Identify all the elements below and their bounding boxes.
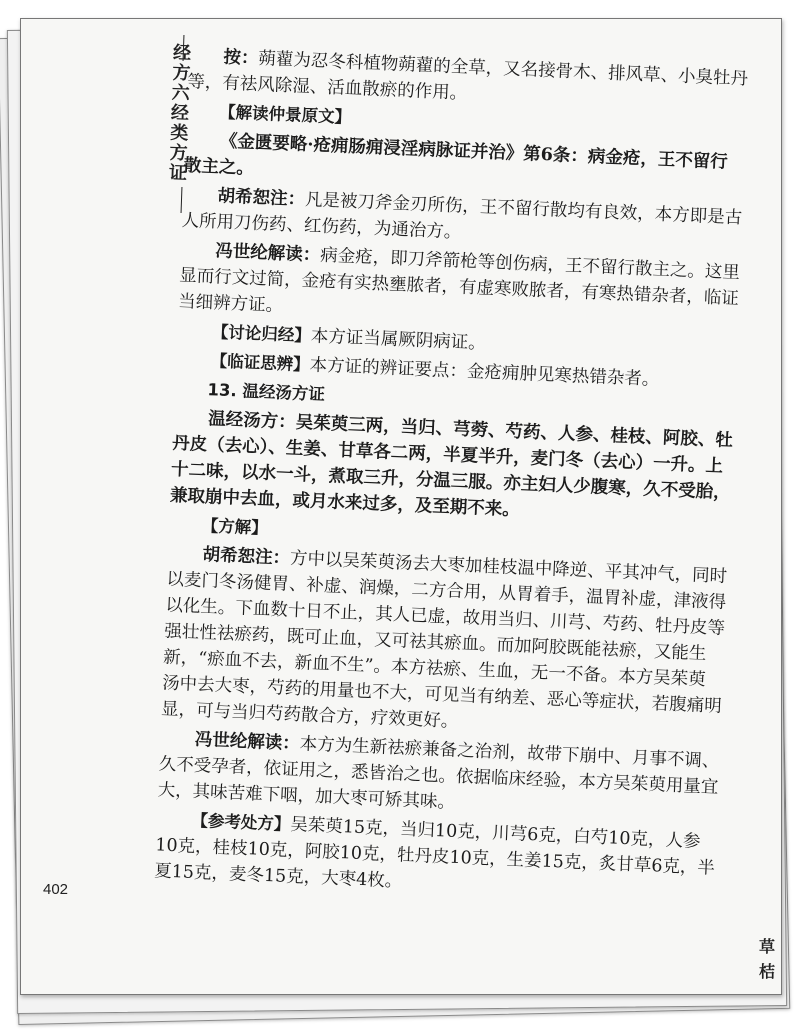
feng-text-2: 本方为生新祛瘀兼备之治剂，故带下崩中、月事不调、久不受孕者，依证用之，悉皆治之也。依据临床经验，本方吴茱萸用量宜大，其味苦难下咽，加大枣可矫其味。 xyxy=(157,734,720,813)
note-lead: 按： xyxy=(223,47,259,69)
section-formula-explanation: 【方解】 xyxy=(201,515,269,538)
meridian-lead: 【讨论归经】 xyxy=(211,322,312,346)
prescription-lead: 【参考处方】 xyxy=(191,810,291,834)
page-number: 402 xyxy=(43,881,69,898)
spine-title: 经方六经类方证 xyxy=(165,42,192,184)
edge-char-2: 桔 xyxy=(758,962,775,981)
note-text: 蒴藋为忍冬科植物蒴藋的全草，又名接骨木、排风草、小臭牡丹等，有祛风除湿、活血散瘀的作用。 xyxy=(186,48,749,104)
feng-lead: 冯世纶解读： xyxy=(214,241,321,266)
paragraph-hu-comment-2 xyxy=(161,541,728,746)
hu-text: 凡是被刀斧金刃所伤，王不留行散均有良效，本方即是古人所用刀伤药、红伤药，为通治方。 xyxy=(181,190,743,243)
feng-lead-2: 冯世纶解读： xyxy=(194,729,301,755)
hu-lead: 胡希恕注： xyxy=(217,186,306,210)
prescription-text: 吴茱萸15克，当归10克，川芎6克，白芍10克，人参10克，桂枝10克，阿胶10克，牡丹皮10克，生姜15克，炙甘草6克，半夏15克，麦冬15克，大枣4枚。 xyxy=(153,814,716,892)
clinical-text: 本方证的辨证要点：金疮痈肿见寒热错杂者。 xyxy=(309,355,660,390)
book-page xyxy=(20,18,782,995)
page-content xyxy=(154,43,749,911)
formula-text: 温经汤方：吴茱萸三两，当归、芎䓖、芍药、人参、桂枝、阿胶、牡丹皮（去心）、生姜、甘草各二两，半夏半升，麦门冬（去心）一升。上十二味，以水一斗，煮取三升，分温三服。亦主妇人少腹寒，久不受胎，兼取崩中去血，或月水来过多，及至期不来。 xyxy=(169,409,734,521)
original-text-quote: 《金匮要略·疮痈肠痈浸淫病脉证并治》第6条：病金疮，王不留行散主之。 xyxy=(183,131,729,179)
clinical-lead: 【临证思辨】 xyxy=(210,351,311,375)
hu-text-2: 方中以吴茱萸汤去大枣加桂枝温中降逆、平其冲气，同时以麦门冬汤健胃、补虚、润燥，二方合用，从胃着手，温胃补虚，津液得以化生。下血数十日不止，其人已虚，故用当归、川芎、芍药、牡丹皮等强壮性祛瘀药，既可止血，又可祛其瘀血。而加阿胶既能祛瘀，又能生新，“瘀血不去，新血不生”。本方祛瘀、生血，无一不备。本方吴茱萸汤中去大枣，芍药的用量也不大，可见当有纳差、恶心等症状，若腹痛明显，可与当归芍药散合方，疗效更好。 xyxy=(160,548,728,732)
meridian-text: 本方证当属厥阴病证。 xyxy=(310,326,487,354)
edge-char-1: 草 xyxy=(758,937,775,956)
feng-text: 病金疮，即刀斧箭枪等创伤病，王不留行散主之。这里显而行文过简，金疮有实热壅脓者，有虚寒败脓者，有寒热错杂者，临证当细辨方证。 xyxy=(177,245,741,317)
section-original-text: 【解读仲景原文】 xyxy=(218,102,352,127)
hu-lead-2: 胡希恕注： xyxy=(202,545,291,569)
heading-wenjing-tang: 13. 温经汤方证 xyxy=(207,380,326,404)
